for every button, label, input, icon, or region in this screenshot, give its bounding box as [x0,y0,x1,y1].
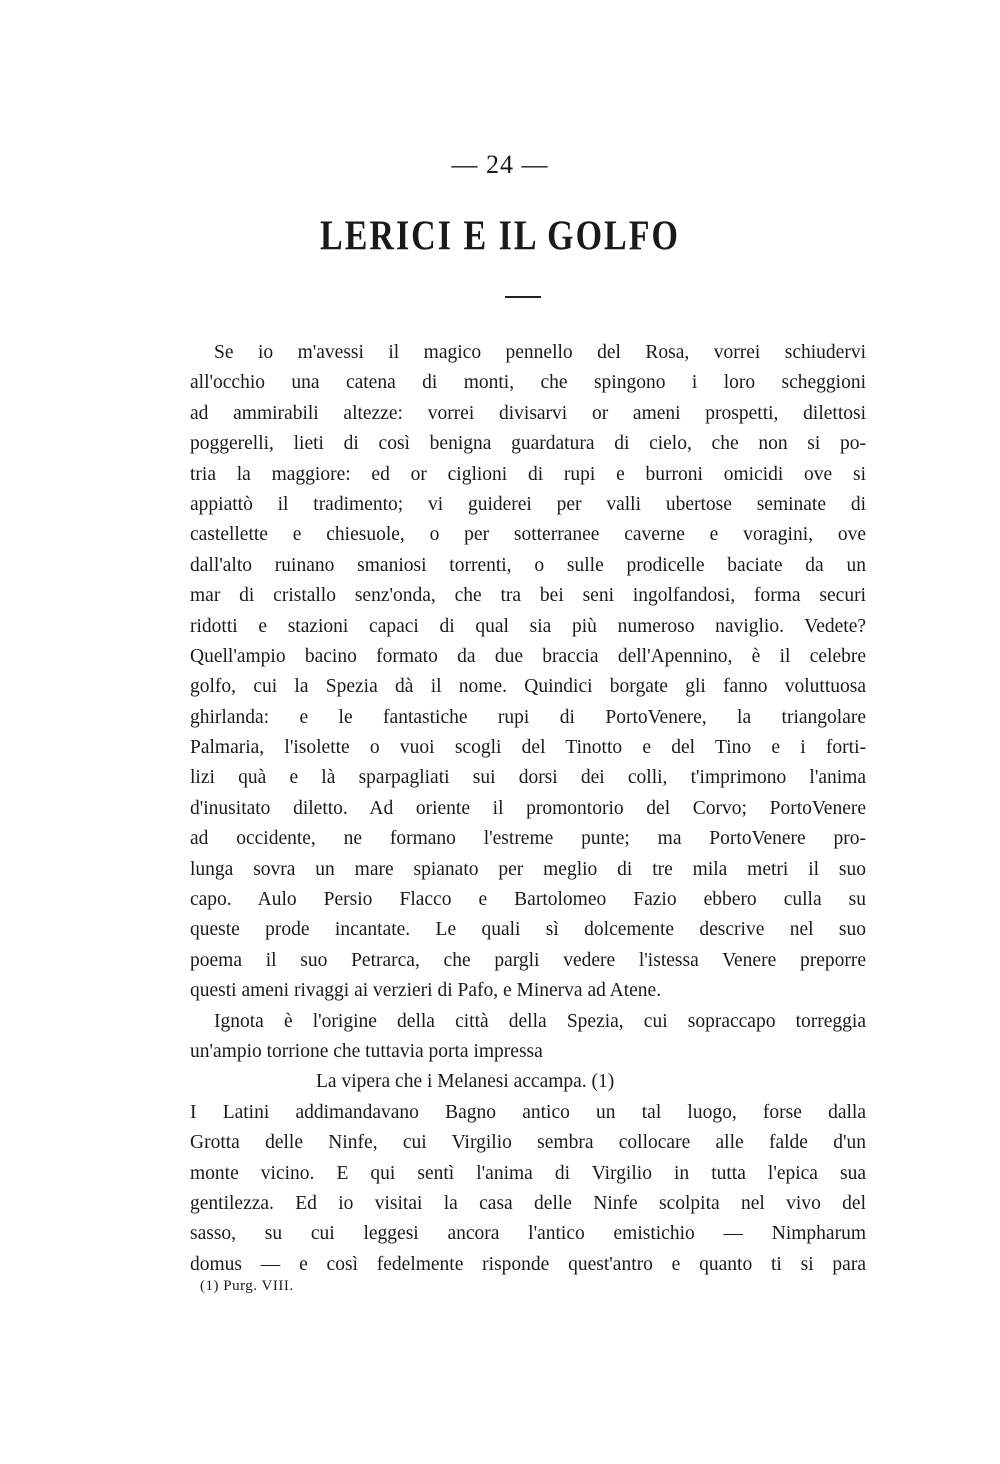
text-line: appiattò il tradimento; vi guiderei per valli ubertose seminate di [190,493,866,515]
text-line: ad occidente, ne formano l'estreme punte; ma PortoVenere pro- [190,828,866,850]
text-line: castellette e chiesuole, o per sotterranee caverne e voragini, ove [190,524,866,546]
title-divider [505,296,541,298]
text-line: lunga sovra un mare spianato per meglio di tre mila metri il suo [190,858,866,880]
page-title: LERICI E IL GOLFO [320,213,680,260]
text-line: Palmaria, l'isolette o vuoi scogli del Tinotto e del Tino e i forti- [190,737,866,759]
text-line: all'occhio una catena di monti, che spingono i loro scheggioni [190,372,866,394]
text-line: poggerelli, lieti di così benigna guardatura di cielo, che non si po- [190,433,866,455]
text-line: Grotta delle Ninfe, cui Virgilio sembra collocare alle falde d'un [190,1132,866,1154]
text-line: Quell'ampio bacino formato da due braccia dell'Apennino, è il celebre [190,645,866,667]
text-line: domus — e così fedelmente risponde quest'antro e quanto ti si para [190,1253,866,1275]
text-line: sasso, su cui leggesi ancora l'antico emistichio — Nimpharum [190,1223,866,1245]
text-line: d'inusitato diletto. Ad oriente il promontorio del Corvo; PortoVenere [190,797,866,819]
text-line: dall'alto ruinano smaniosi torrenti, o sulle prodicelle baciate da un [190,554,866,576]
text-line: lizi quà e là sparpagliati sui dorsi dei colli, t'imprimono l'anima [190,767,866,789]
text-line: ghirlanda: e le fantastiche rupi di PortoVenere, la triangolare [190,706,866,728]
text-line: poema il suo Petrarca, che pargli vedere l'istessa Venere preporre [190,949,866,971]
page-number: — 24 — [451,150,549,179]
footnote: (1) Purg. VIII. [200,1278,294,1294]
text-line: un'ampio torrione che tuttavia porta impressa [190,1040,543,1062]
text-line: Ignota è l'origine della città della Spezia, cui sopraccapo torreggia [214,1010,866,1032]
text-line: monte vicino. E qui sentì l'anima di Virgilio in tutta l'epica sua [190,1162,866,1184]
text-line: I Latini addimandavano Bagno antico un tal luogo, forse dalla [190,1101,866,1123]
text-line: queste prode incantate. Le quali sì dolcemente descrive nel suo [190,919,866,941]
text-line: Se io m'avessi il magico pennello del Rosa, vorrei schiudervi [214,342,866,363]
text-line: mar di cristallo senz'onda, che tra bei seni ingolfandosi, forma securi [190,585,866,607]
text-line: ridotti e stazioni capaci di qual sia più numeroso naviglio. Vedete? [190,615,866,637]
text-line: gentilezza. Ed io visitai la casa delle Ninfe scolpita nel vivo del [190,1192,866,1214]
text-line: tria la maggiore: ed or ciglioni di rupi e burroni omicidi ove si [190,463,866,485]
text-line: questi ameni rivaggi ai verzieri di Pafo, e Minerva ad Atene. [190,980,662,1002]
text-line: ad ammirabili altezze: vorrei divisarvi or ameni prospetti, dilettosi [190,402,866,424]
quoted-verse: La vipera che i Melanesi accampa. (1) [316,1071,615,1093]
text-line: golfo, cui la Spezia dà il nome. Quindici borgate gli fanno voluttuosa [190,676,866,698]
text-line: capo. Aulo Persio Flacco e Bartolomeo Fazio ebbero culla su [190,889,866,911]
body-text [190,338,866,1280]
